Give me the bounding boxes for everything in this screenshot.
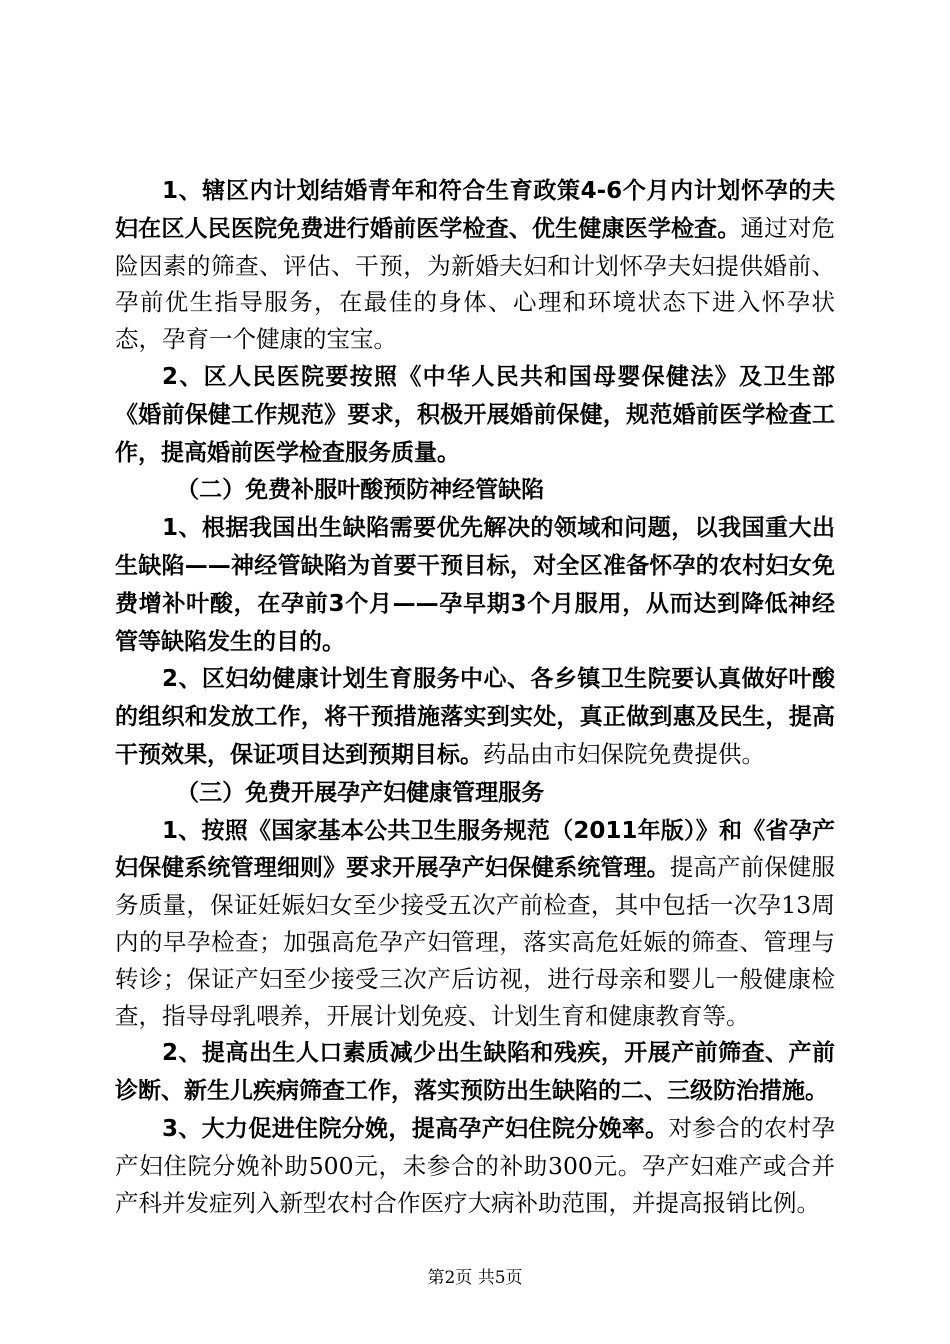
paragraph-2 — [115, 358, 835, 471]
paragraph-6-bold: 2、提高出生人口素质减少出生缺陷和残疾，开展产前筛查、产前诊断、新生儿疾病筛查工作，落实预防出生缺陷的二、三级防治措施。 — [115, 1040, 835, 1105]
paragraph-1-normal: 通过对危险因素的筛查、评估、干预，为新婚夫妇和计划怀孕夫妇提供婚前、孕前优生指导服务，在最佳的身体、心理和环境状态下进入怀孕状态，孕育一个健康的宝宝。 — [115, 213, 836, 354]
section-heading-2-text: （二）免费补服叶酸预防神经管缺陷 — [176, 477, 545, 504]
paragraph-3 — [115, 509, 835, 660]
paragraph-1 — [115, 172, 835, 358]
paragraph-2-bold: 2、区人民医院要按照《中华人民共和国母婴保健法》及卫生部《婚前保健工作规范》要求，积极开展婚前保健，规范婚前医学检查工作，提高婚前医学检查服务质量。 — [115, 363, 835, 466]
section-heading-3-text: （三）免费开展孕产妇健康管理服务 — [176, 779, 545, 806]
paragraph-7 — [115, 1110, 835, 1221]
paragraph-1-bold: 1、辖区内计划结婚青年和符合生育政策4-6个月内计划怀孕的夫妇在区人民医院免费进行婚前医学检查、优生健康医学检查。 — [115, 178, 835, 242]
paragraph-4 — [115, 660, 835, 773]
paragraph-5-normal: 提高产前保健服务质量，保证妊娠妇女至少接受五次产前检查，其中包括一次孕13周内的早孕检查；加强高危孕产妇管理，落实高危妊娠的筛查、管理与转诊；保证产妇至少接受三次产后访视，进行母亲和婴儿一般健康检查，指导母乳喂养，开展计划免疫、计划生育和健康教育等。 — [115, 853, 836, 1030]
paragraph-6 — [115, 1034, 835, 1110]
paragraph-7-normal: 对参合的农村孕产妇住院分娩补助500元，未参合的补助300元。孕产妇难产或合并产科并发症列入新型农村合作医疗大病补助范围，并提高报销比例。 — [115, 1113, 836, 1217]
page-number-footer: 第2页 共5页 — [427, 1268, 523, 1288]
paragraph-7-bold: 3、大力促进住院分娩，提高孕产妇住院分娩率。 — [162, 1115, 669, 1142]
document-body — [115, 172, 835, 1221]
paragraph-3-bold: 1、根据我国出生缺陷需要优先解决的领域和问题，以我国重大出生缺陷——神经管缺陷为首要干预目标，对全区准备怀孕的农村妇女免费增补叶酸，在孕前3个月——孕早期3个月服用，从而达到降低神经管等缺陷发生的目的。 — [115, 515, 835, 655]
section-heading-3 — [115, 774, 835, 812]
paragraph-5 — [115, 812, 835, 1035]
paragraph-5-bold: 1、按照《国家基本公共卫生服务规范（2011年版）》和《省孕产妇保健系统管理细则》要求开展孕产妇保健系统管理。 — [115, 817, 835, 882]
section-heading-2 — [115, 471, 835, 509]
paragraph-4-normal: 药品由市妇保院免费提供。 — [483, 739, 765, 768]
paragraph-4-bold: 2、区妇幼健康计划生育服务中心、各乡镇卫生院要认真做好叶酸的组织和发放工作，将干预措施落实到实处，真正做到惠及民生，提高干预效果，保证项目达到预期目标。 — [115, 666, 835, 768]
